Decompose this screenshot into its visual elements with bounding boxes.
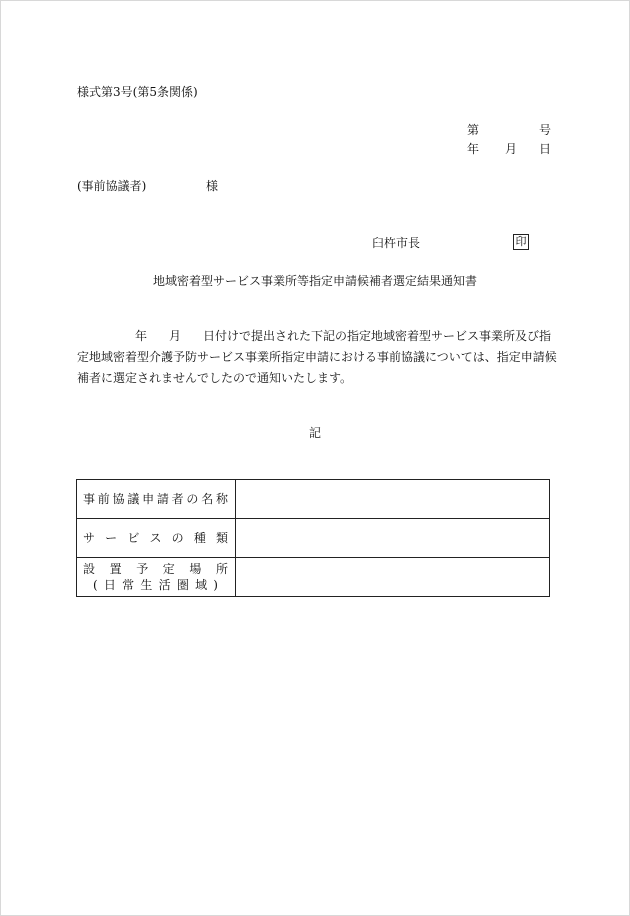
table-label-location: [77, 558, 236, 597]
date-month-label: 月: [505, 142, 518, 156]
body-month-label: 月: [169, 329, 182, 343]
body-line-3: 補者に選定されませんでしたので通知いたします。: [77, 371, 353, 385]
table-row: [77, 519, 550, 558]
recipient-label: (事前協議者): [77, 179, 147, 193]
body-line-1: [77, 326, 555, 347]
table-value-applicant[interactable]: [236, 480, 550, 519]
table-label-service-type: サービスの種類: [77, 519, 236, 558]
doc-number-suffix: 号: [539, 123, 552, 137]
body-line1-rest: 日付けで提出された下記の指定地域密着型サービス事業所及び指: [203, 329, 552, 343]
table-label-location-sub: (日常生活圏域): [93, 578, 219, 592]
table-row: [77, 558, 550, 597]
body-year-label: 年: [135, 329, 148, 343]
recipient-honorific: 様: [206, 179, 219, 193]
body-text: [77, 326, 555, 389]
date-year-label: 年: [467, 142, 480, 156]
doc-number-label: 第: [467, 123, 480, 137]
date-day-label: 日: [539, 142, 552, 156]
form-number: 様式第3号(第5条関係): [77, 85, 198, 99]
details-table: [76, 479, 550, 597]
document-title: 地域密着型サービス事業所等指定申請候補者選定結果通知書: [152, 274, 477, 288]
seal-mark: 印: [513, 234, 529, 250]
table-value-service-type[interactable]: [236, 519, 550, 558]
body-line-2: 定地域密着型介護予防サービス事業所指定申請における事前協議については、指定申請候: [77, 350, 557, 364]
issuer-name: 臼杵市長: [372, 236, 421, 250]
table-value-location[interactable]: [236, 558, 550, 597]
table-label-location-main: 設置予定場所: [83, 562, 229, 576]
table-row: [77, 480, 550, 519]
ki-heading: 記: [308, 426, 321, 440]
table-label-applicant: 事前協議申請者の名称: [77, 480, 236, 519]
